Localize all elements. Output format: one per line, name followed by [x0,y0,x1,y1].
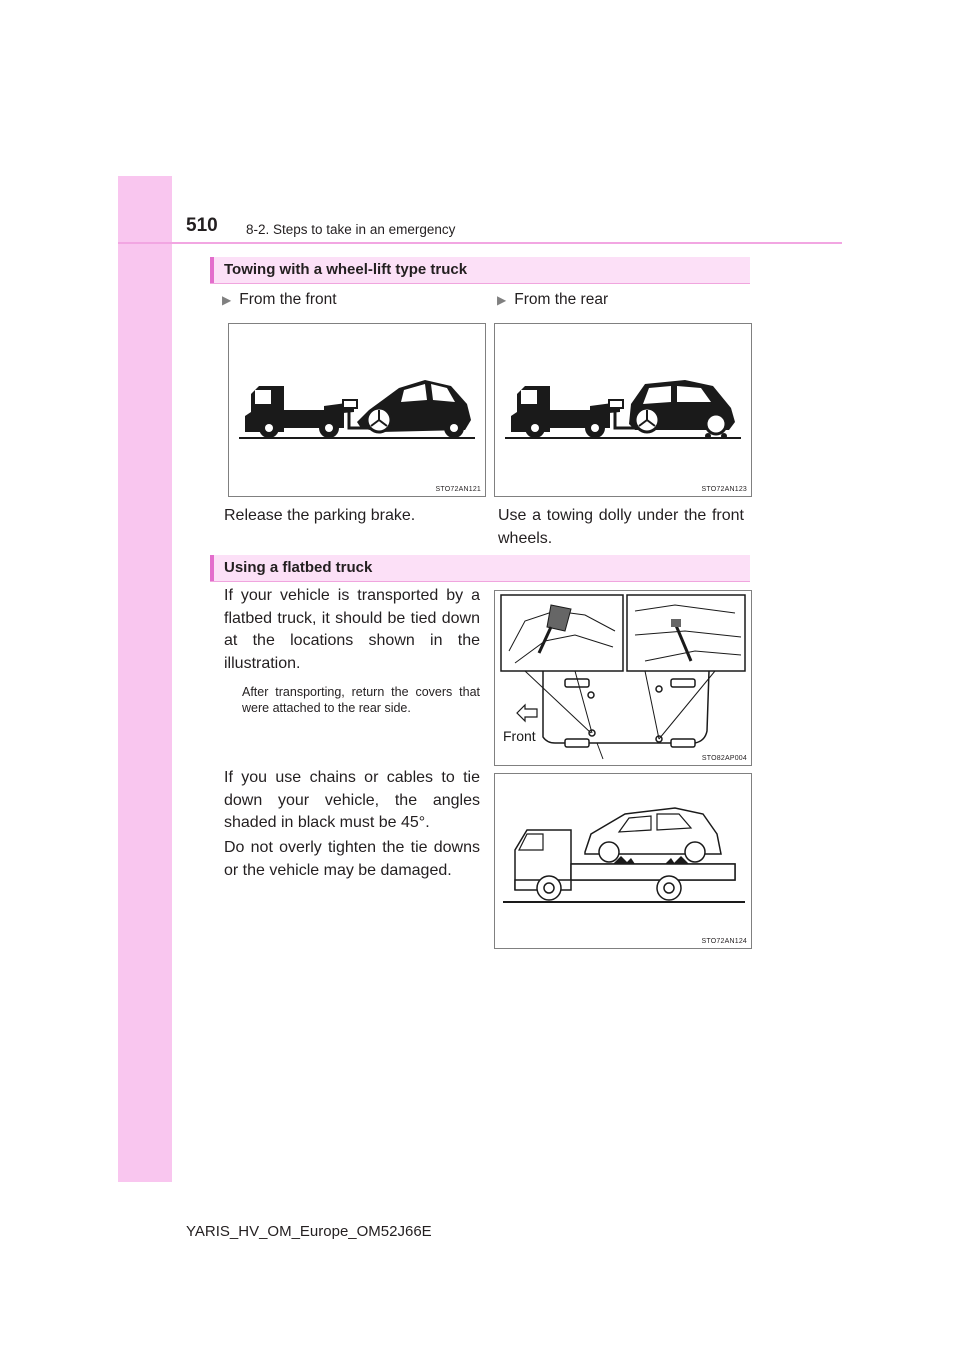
section-title: 8-2. Steps to take in an emergency [246,222,456,237]
figure-tiedown-locations [494,590,752,766]
front-label-text: Front [503,728,536,744]
bullet-from-rear [497,291,608,309]
paragraph-flatbed-transport: If your vehicle is transported by a flatbed truck, it should be tied down at the locations shown in the illustration. [224,587,480,672]
tow-rear-illustration [495,324,751,496]
paragraph-do-not-overtighten: Do not overly tighten the tie downs or the vehicle may be damaged. [224,839,480,879]
chapter-tab-sidebar [118,176,172,1182]
paragraph-chains-angle: If you use chains or cables to tie down your vehicle, the angles shaded in black must be 45°. [224,769,480,831]
caption-rear: Use a towing dolly under the front wheels. [498,507,744,547]
caption-front: Release the parking brake. [224,507,416,524]
figure-tow-front [228,323,486,497]
bullet-from-rear-label: From the rear [514,291,609,308]
tow-front-illustration [229,324,485,496]
triangle-bullet-icon: ▶ [222,293,232,307]
bullet-from-front [222,291,337,309]
heading-flatbed-text: Using a flatbed truck [224,559,373,576]
figure-code: STO72AN121 [435,486,481,493]
figure-code: STO72AN123 [701,486,747,493]
page-number: 510 [186,215,218,236]
heading-wheel-lift-text: Towing with a wheel-lift type truck [224,261,468,278]
heading-wheel-lift [210,257,750,284]
heading-flatbed [210,555,750,582]
figure-tow-rear [494,323,752,497]
flatbed-truck-illustration [495,774,751,948]
figure-code: STO82AP004 [701,755,747,762]
note-covers: After transporting, return the covers that were attached to the rear side. [242,685,480,715]
header-rule [118,242,842,244]
triangle-bullet-icon: ▶ [497,293,507,307]
bullet-from-front-label: From the front [239,291,337,308]
figure-flatbed-truck [494,773,752,949]
figure-code: STO72AN124 [701,938,747,945]
tiedown-locations-illustration [495,591,751,765]
footer-doc-id: YARIS_HV_OM_Europe_OM52J66E [186,1223,432,1240]
